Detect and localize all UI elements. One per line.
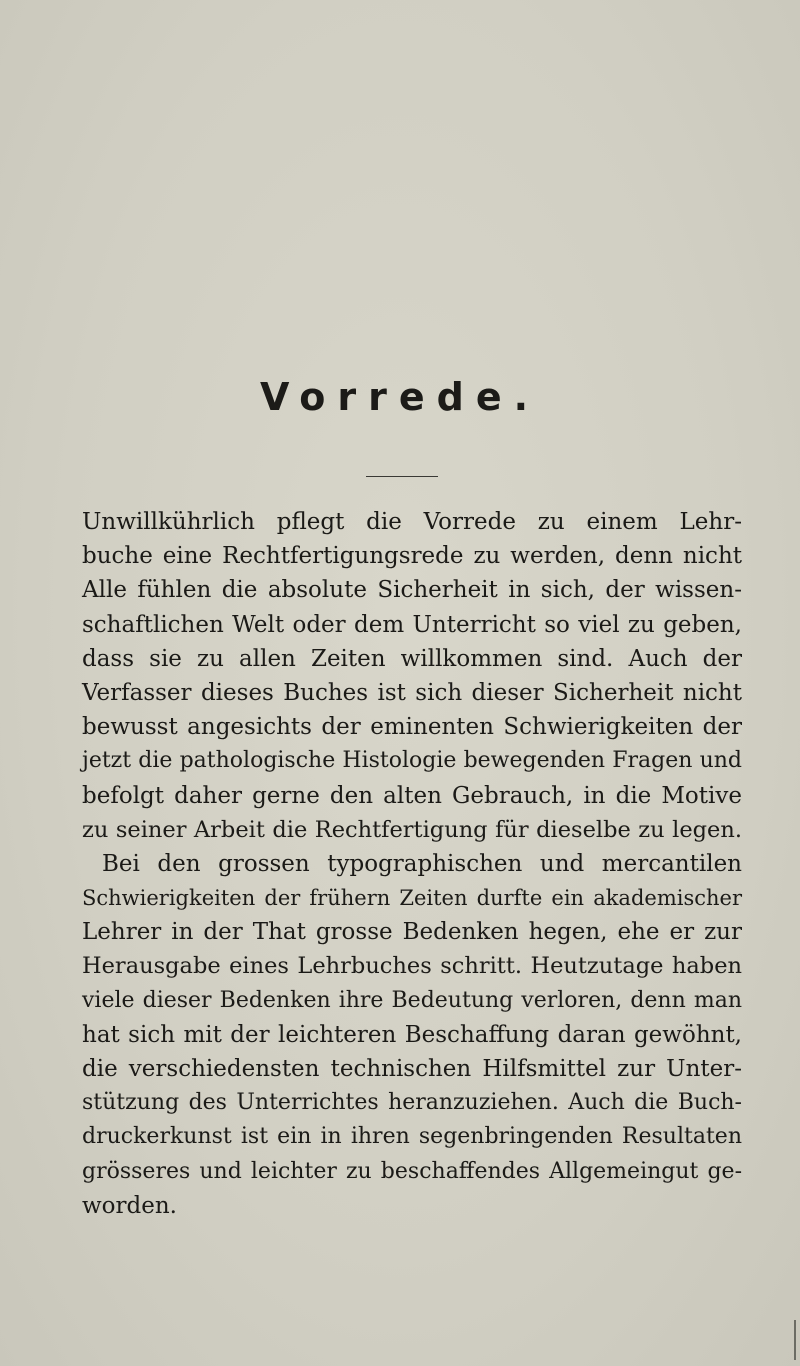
text-line: dass sie zu allen Zeiten willkommen sind. Auch der xyxy=(82,645,742,672)
text-line: die verschiedensten technischen Hilfsmittel zur Unter- xyxy=(82,1056,742,1082)
page-edge-mark xyxy=(794,1320,796,1360)
page-title: Vorrede. xyxy=(259,375,541,419)
text-line: Lehrer in der That grosse Bedenken hegen, ehe er zur xyxy=(82,919,742,946)
text-line: jetzt die pathologische Histologie bewegenden Fragen und xyxy=(82,748,742,774)
text-line: zu seiner Arbeit die Rechtfertigung für dieselbe zu legen. xyxy=(82,816,742,843)
text-line: worden. xyxy=(82,1192,177,1219)
paragraph-2 xyxy=(82,847,742,1223)
text-line: Schwierigkeiten der frühern Zeiten durfte ein akademischer xyxy=(82,886,742,911)
text-line: druckerkunst ist ein in ihren segenbringenden Resultaten xyxy=(82,1124,742,1150)
text-line: Alle fühlen die absolute Sicherheit in sich, der wissen- xyxy=(82,577,742,604)
preface-text xyxy=(82,505,742,1223)
text-line: buche eine Rechtfertigungsrede zu werden, denn nicht xyxy=(82,543,742,570)
text-line: hat sich mit der leichteren Beschaffung daran gewöhnt, xyxy=(82,1021,742,1048)
paragraph-1 xyxy=(82,505,742,847)
text-line: befolgt daher gerne den alten Gebrauch, in die Motive xyxy=(82,782,742,809)
title-divider xyxy=(366,476,438,477)
text-line: grösseres und leichter zu beschaffendes Allgemeingut ge- xyxy=(82,1158,742,1184)
text-line: Bei den grossen typographischen und mercantilen xyxy=(102,850,742,877)
text-line: Herausgabe eines Lehrbuches schritt. Heutzutage haben xyxy=(82,953,742,980)
text-line: viele dieser Bedenken ihre Bedeutung verloren, denn man xyxy=(82,987,742,1013)
text-line: bewusst angesichts der eminenten Schwierigkeiten der xyxy=(82,714,742,741)
text-line: Unwillkührlich pflegt die Vorrede zu einem Lehr- xyxy=(82,509,742,535)
text-line: schaftlichen Welt oder dem Unterricht so viel zu geben, xyxy=(82,611,742,638)
text-line: stützung des Unterrichtes heranzuziehen. Auch die Buch- xyxy=(82,1090,742,1116)
text-line: Verfasser dieses Buches ist sich dieser Sicherheit nicht xyxy=(82,679,742,706)
